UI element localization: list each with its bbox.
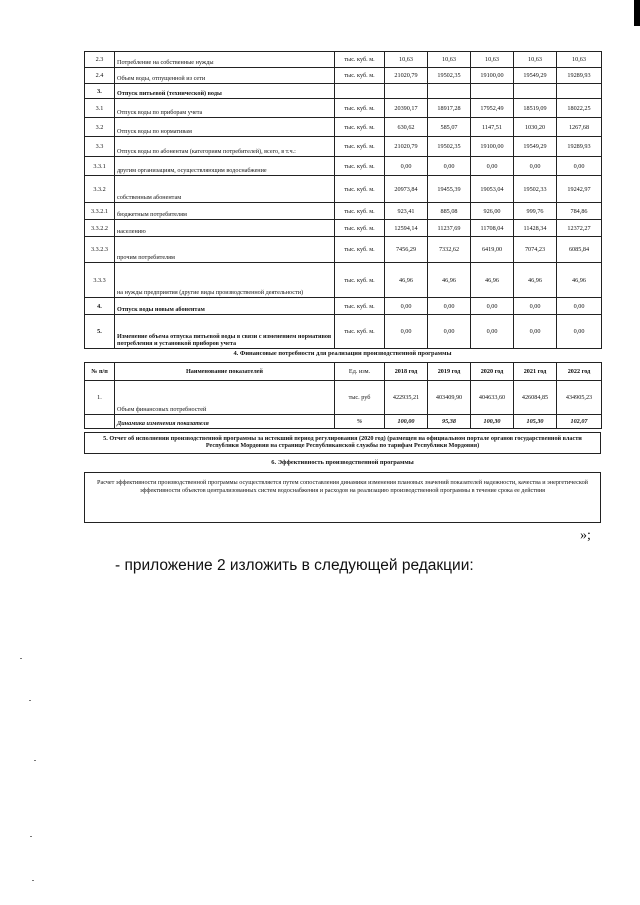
header-cell: 2019 год: [428, 363, 471, 381]
row-unit: %: [335, 415, 385, 429]
section-5-report: 5. Отчет об исполнении производственной программы за истекший период регулирования (2020 год) (размещен на официальном портале органов государственной власти Республики Мордовия на странице Республиканской службы по тарифам Республики Мордовия): [84, 432, 601, 454]
table-row: [85, 315, 602, 349]
row-number: 3.3.2.3: [85, 237, 115, 263]
header-cell: 2020 год: [471, 363, 514, 381]
value-cell: 7332,62: [428, 237, 471, 263]
value-cell: 885,08: [428, 203, 471, 220]
value-cell: 426084,85: [514, 381, 557, 415]
row-name: собственным абонентам: [115, 176, 335, 203]
value-cell: [471, 84, 514, 99]
value-cell: 1267,68: [557, 118, 602, 137]
value-cell: 19100,00: [471, 68, 514, 84]
value-cell: 1147,51: [471, 118, 514, 137]
value-cell: 95,38: [428, 415, 471, 429]
row-name: населению: [115, 220, 335, 237]
row-name: Отпуск воды новым абонентам: [115, 298, 335, 315]
value-cell: 7074,23: [514, 237, 557, 263]
value-cell: 0,00: [428, 315, 471, 349]
value-cell: 19549,29: [514, 137, 557, 157]
value-cell: 784,86: [557, 203, 602, 220]
value-cell: 999,76: [514, 203, 557, 220]
value-cell: 923,41: [385, 203, 428, 220]
row-unit: тыс. куб. м.: [335, 137, 385, 157]
section-6-title: 6. Эффективность производственной программы: [271, 459, 414, 466]
row-unit: [335, 84, 385, 99]
row-number: 2.3: [85, 52, 115, 68]
table-row: [85, 137, 602, 157]
header-cell: 2021 год: [514, 363, 557, 381]
value-cell: 11428,34: [514, 220, 557, 237]
row-name: Объем финансовых потребностей: [115, 381, 335, 415]
water-volume-table: [84, 51, 602, 349]
value-cell: 46,96: [471, 263, 514, 298]
value-cell: 0,00: [428, 298, 471, 315]
row-unit: тыс. куб. м.: [335, 157, 385, 176]
value-cell: 0,00: [557, 315, 602, 349]
value-cell: 11708,04: [471, 220, 514, 237]
value-cell: 18022,25: [557, 99, 602, 118]
row-unit: тыс. куб. м.: [335, 315, 385, 349]
value-cell: 105,30: [514, 415, 557, 429]
value-cell: 19242,97: [557, 176, 602, 203]
row-unit: тыс. куб. м.: [335, 118, 385, 137]
value-cell: 46,96: [428, 263, 471, 298]
table-row: [85, 263, 602, 298]
row-unit: тыс. куб. м.: [335, 298, 385, 315]
value-cell: 0,00: [514, 315, 557, 349]
scan-speck: [34, 760, 36, 761]
value-cell: 0,00: [385, 157, 428, 176]
value-cell: 422935,21: [385, 381, 428, 415]
row-name: Объем воды, отпущенной из сети: [115, 68, 335, 84]
value-cell: 12372,27: [557, 220, 602, 237]
table-row: [85, 381, 602, 415]
row-name: бюджетным потребителям: [115, 203, 335, 220]
value-cell: 434905,23: [557, 381, 602, 415]
closing-quote-mark: »;: [580, 528, 591, 543]
row-number: 3.1: [85, 99, 115, 118]
value-cell: 10,63: [514, 52, 557, 68]
value-cell: [557, 84, 602, 99]
header-cell: Ед. изм.: [335, 363, 385, 381]
value-cell: 18917,28: [428, 99, 471, 118]
row-name: другим организациям, осуществляющим водоснабжение: [115, 157, 335, 176]
value-cell: 10,63: [471, 52, 514, 68]
table-row: [85, 157, 602, 176]
row-name: Отпуск воды по абонентам (категориям потребителей), всего, в т.ч.:: [115, 137, 335, 157]
value-cell: 0,00: [385, 298, 428, 315]
scan-speck: [32, 880, 34, 881]
table-row: [85, 118, 602, 137]
row-unit: тыс. куб. м.: [335, 237, 385, 263]
value-cell: 100,00: [385, 415, 428, 429]
value-cell: 19053,04: [471, 176, 514, 203]
table-header-row: [85, 363, 602, 381]
row-number: 3.3: [85, 137, 115, 157]
table-row: [85, 237, 602, 263]
value-cell: [514, 84, 557, 99]
value-cell: 6085,84: [557, 237, 602, 263]
value-cell: 19289,93: [557, 137, 602, 157]
row-number: 3.3.2: [85, 176, 115, 203]
value-cell: 0,00: [471, 315, 514, 349]
row-unit: тыс. куб. м.: [335, 68, 385, 84]
value-cell: 21020,79: [385, 137, 428, 157]
value-cell: 19100,00: [471, 137, 514, 157]
value-cell: 926,00: [471, 203, 514, 220]
row-number: 3.3.1: [85, 157, 115, 176]
row-number: 1.: [85, 381, 115, 415]
value-cell: 0,00: [471, 157, 514, 176]
row-number: [85, 415, 115, 429]
value-cell: 10,63: [428, 52, 471, 68]
value-cell: 0,00: [557, 298, 602, 315]
table-row: [85, 99, 602, 118]
row-unit: тыс. куб. м.: [335, 220, 385, 237]
value-cell: 102,07: [557, 415, 602, 429]
table-row: [85, 84, 602, 99]
value-cell: 403409,90: [428, 381, 471, 415]
value-cell: 19502,35: [428, 68, 471, 84]
value-cell: 19549,29: [514, 68, 557, 84]
value-cell: 46,96: [557, 263, 602, 298]
row-name: Динамика изменения показателя: [115, 415, 335, 429]
value-cell: 0,00: [514, 298, 557, 315]
value-cell: 630,62: [385, 118, 428, 137]
scan-speck: [20, 658, 22, 659]
row-number: 3.3.2.1: [85, 203, 115, 220]
row-name: Потребление на собственные нужды: [115, 52, 335, 68]
value-cell: 100,30: [471, 415, 514, 429]
value-cell: 17952,49: [471, 99, 514, 118]
row-number: 2.4: [85, 68, 115, 84]
row-number: 3.2: [85, 118, 115, 137]
value-cell: 12594,14: [385, 220, 428, 237]
table-row: [85, 220, 602, 237]
row-name: на нужды предприятия (другие виды производственной деятельности): [115, 263, 335, 298]
value-cell: 1030,20: [514, 118, 557, 137]
row-number: 3.3.3: [85, 263, 115, 298]
row-number: 5.: [85, 315, 115, 349]
value-cell: 0,00: [471, 298, 514, 315]
value-cell: 10,63: [557, 52, 602, 68]
section-4-title: 4. Финансовые потребности для реализации производственной программы: [233, 350, 452, 357]
scan-edge-mark: [634, 0, 640, 26]
value-cell: 0,00: [385, 315, 428, 349]
value-cell: 20973,84: [385, 176, 428, 203]
table-row: [85, 415, 602, 429]
value-cell: 19455,39: [428, 176, 471, 203]
value-cell: 7456,29: [385, 237, 428, 263]
value-cell: 404633,60: [471, 381, 514, 415]
header-cell: 2018 год: [385, 363, 428, 381]
row-unit: тыс. руб: [335, 381, 385, 415]
table-row: [85, 176, 602, 203]
value-cell: 19289,93: [557, 68, 602, 84]
value-cell: 6419,00: [471, 237, 514, 263]
table-row: [85, 203, 602, 220]
row-name: Изменение объема отпуска питьевой воды в связи с изменением нормативов потребления и установкой приборов учета: [115, 315, 335, 349]
table-row: [85, 68, 602, 84]
amendment-text: - приложение 2 изложить в следующей редакции:: [115, 557, 474, 574]
row-number: 3.3.2.2: [85, 220, 115, 237]
row-unit: тыс. куб. м.: [335, 176, 385, 203]
value-cell: 18519,09: [514, 99, 557, 118]
value-cell: 19502,33: [514, 176, 557, 203]
value-cell: 10,63: [385, 52, 428, 68]
value-cell: [428, 84, 471, 99]
row-unit: тыс. куб. м.: [335, 203, 385, 220]
row-number: 3.: [85, 84, 115, 99]
table-row: [85, 52, 602, 68]
row-name: прочим потребителям: [115, 237, 335, 263]
row-unit: тыс. куб. м.: [335, 99, 385, 118]
row-name: Отпуск воды по приборам учета: [115, 99, 335, 118]
header-cell: 2022 год: [557, 363, 602, 381]
value-cell: 20390,17: [385, 99, 428, 118]
header-cell: Наименование показателей: [115, 363, 335, 381]
row-unit: тыс. куб. м.: [335, 263, 385, 298]
table-row: [85, 298, 602, 315]
value-cell: 0,00: [428, 157, 471, 176]
scan-speck: [30, 836, 32, 837]
value-cell: 0,00: [514, 157, 557, 176]
scan-speck: [29, 700, 31, 701]
value-cell: 46,96: [514, 263, 557, 298]
financial-needs-table: [84, 362, 602, 429]
value-cell: 11237,69: [428, 220, 471, 237]
value-cell: 46,96: [385, 263, 428, 298]
row-name: Отпуск воды по нормативам: [115, 118, 335, 137]
row-unit: тыс. куб. м.: [335, 52, 385, 68]
value-cell: 0,00: [557, 157, 602, 176]
value-cell: 19502,35: [428, 137, 471, 157]
value-cell: 21020,79: [385, 68, 428, 84]
value-cell: 585,07: [428, 118, 471, 137]
value-cell: [385, 84, 428, 99]
header-cell: № п/п: [85, 363, 115, 381]
section-6-text: Расчет эффективности производственной программы осуществляется путем сопоставления динамики изменения плановых значений показателей надежности, качества и энергетической эффективности объектов централизованных систем водоснабжения и расходов на реализацию производственной программы в течение срока ее действия: [84, 472, 601, 523]
row-name: Отпуск питьевой (технической) воды: [115, 84, 335, 99]
row-number: 4.: [85, 298, 115, 315]
